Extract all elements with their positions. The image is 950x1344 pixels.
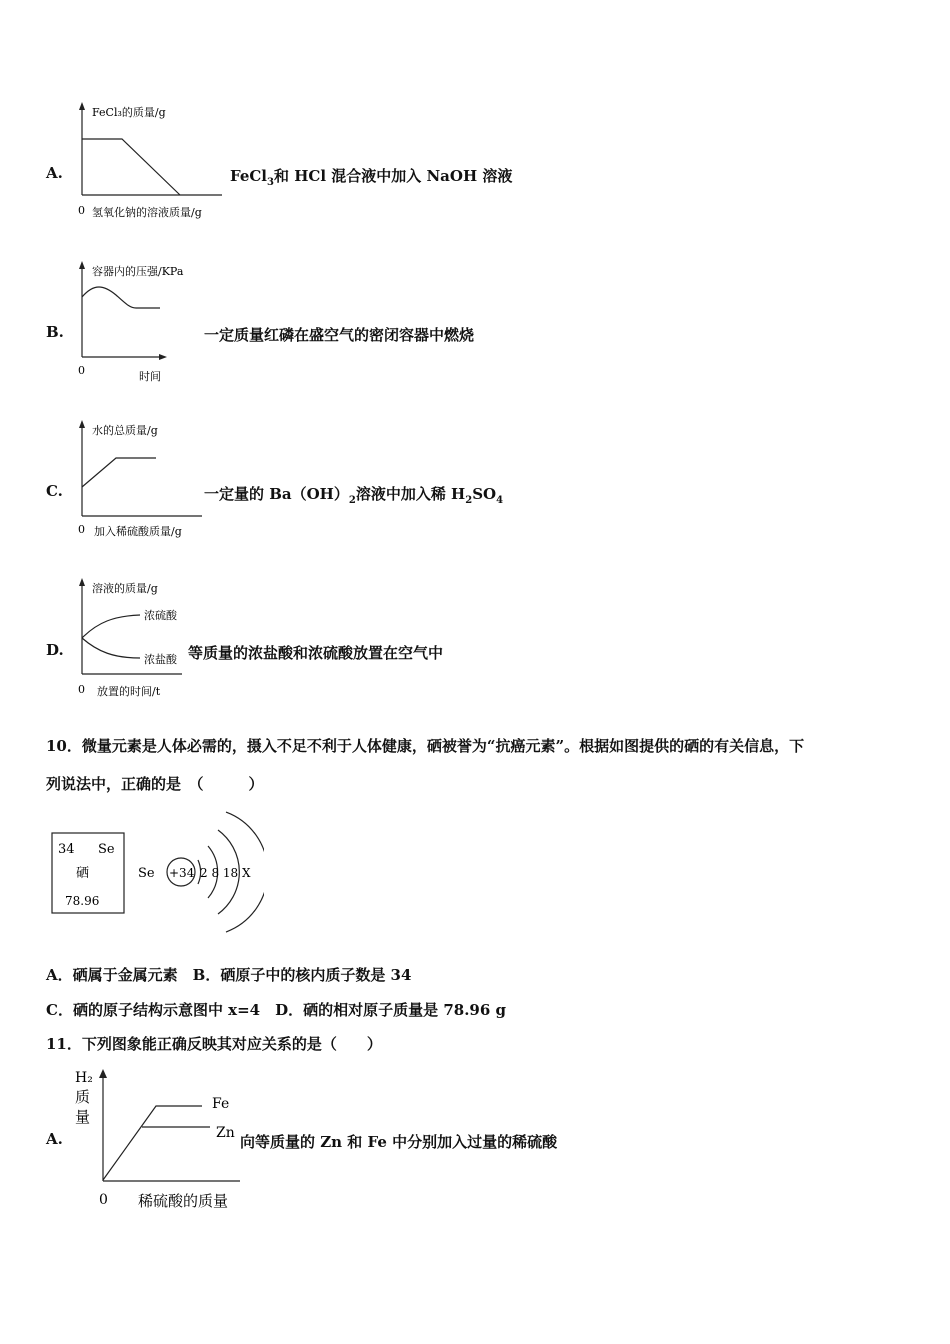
element-card: [48, 830, 128, 915]
q11-option-a-letter: A.: [46, 1130, 63, 1148]
q11-xlabel: 稀硫酸的质量: [138, 1192, 229, 1210]
element-symbol: Se: [98, 842, 115, 857]
graph-d-xlabel: 放置的时间/t: [97, 685, 161, 698]
graph-c-curve: [82, 458, 156, 487]
graph-c-ylabel: 水的总质量/g: [92, 424, 158, 437]
option-b-letter: B.: [46, 323, 64, 341]
graph-c-xlabel: 加入稀硫酸质量/g: [94, 525, 182, 538]
q11-ylabel-h2: H₂: [75, 1070, 93, 1086]
graph-a-origin: 0: [78, 204, 85, 217]
element-number: 34: [58, 842, 75, 857]
q11-ylabel-zhi: 质: [75, 1088, 91, 1106]
q11-label-zn: Zn: [216, 1125, 235, 1141]
q11-graph-a: [70, 1064, 250, 1214]
q10-line-2: 列说法中，正确的是 （ ）: [46, 775, 264, 793]
option-d-letter: D.: [46, 641, 64, 659]
atom-nucleus-label: +34: [169, 866, 195, 880]
graph-a-ylabel: FeCl₃的质量/g: [92, 106, 166, 119]
graph-d: [72, 574, 232, 704]
q11-option-a-description: 向等质量的 Zn 和 Fe 中分别加入过量的稀硫酸: [240, 1133, 558, 1151]
option-a-description: FeCl$_3$和 HCl 混合液中加入 NaOH 溶液: [230, 167, 513, 188]
graph-b-ylabel: 容器内的压强/KPa: [92, 265, 184, 278]
option-c-description: 一定量的 $Ba(OH)_2$溶液中加入稀 $H_2SO_4$: [204, 485, 504, 506]
q10-line-1: 10．微量元素是人体必需的，摄入不足不利于人体健康，硒被誉为“抗癌元素”。根据如图提供的硒的有关信息，下: [46, 737, 805, 755]
option-c-letter: C.: [46, 482, 63, 500]
graph-a-curve: [82, 139, 180, 195]
graph-d-origin: 0: [78, 683, 85, 696]
q10-stem: [46, 727, 916, 803]
atom-structure-diagram: [134, 806, 264, 938]
graph-c-origin: 0: [78, 523, 85, 536]
option-a-letter: A.: [46, 164, 63, 182]
element-name: 硒: [76, 866, 90, 881]
q11-label-fe: Fe: [212, 1096, 230, 1112]
q10-choices-row-1: A．硒属于金属元素 B．硒原子中的核内质子数是 34: [46, 966, 412, 984]
option-b-description: 一定质量红磷在盛空气的密闭容器中燃烧: [204, 326, 475, 344]
graph-d-curve-bottom: [82, 638, 140, 658]
atom-symbol: Se: [138, 866, 155, 881]
graph-d-ylabel: 溶液的质量/g: [92, 582, 158, 595]
q11-stem: 11．下列图象能正确反映其对应关系的是（ ）: [46, 1035, 382, 1053]
graph-d-label-top: 浓硫酸: [144, 609, 177, 622]
graph-b-origin: 0: [78, 364, 85, 377]
q10-choices-row-2: C．硒的原子结构示意图中 x=4 D．硒的相对原子质量是 78.96 g: [46, 1001, 507, 1019]
graph-a: [72, 98, 232, 223]
graph-b-xlabel: 时间: [139, 370, 161, 383]
graph-b: [72, 257, 232, 387]
graph-c: [72, 416, 232, 544]
atom-shells-label: 2 8 18 X: [200, 866, 251, 880]
graph-b-curve: [82, 287, 160, 308]
option-d-description: 等质量的浓盐酸和浓硫酸放置在空气中: [188, 644, 444, 662]
graph-d-curve-top: [82, 615, 140, 638]
q11-series-fe: [103, 1106, 202, 1180]
q11-origin: 0: [99, 1192, 108, 1208]
element-mass: 78.96: [65, 894, 100, 908]
graph-a-xlabel: 氢氧化钠的溶液质量/g: [92, 206, 202, 219]
graph-d-label-bottom: 浓盐酸: [144, 653, 177, 666]
q11-ylabel-liang: 量: [75, 1108, 91, 1126]
